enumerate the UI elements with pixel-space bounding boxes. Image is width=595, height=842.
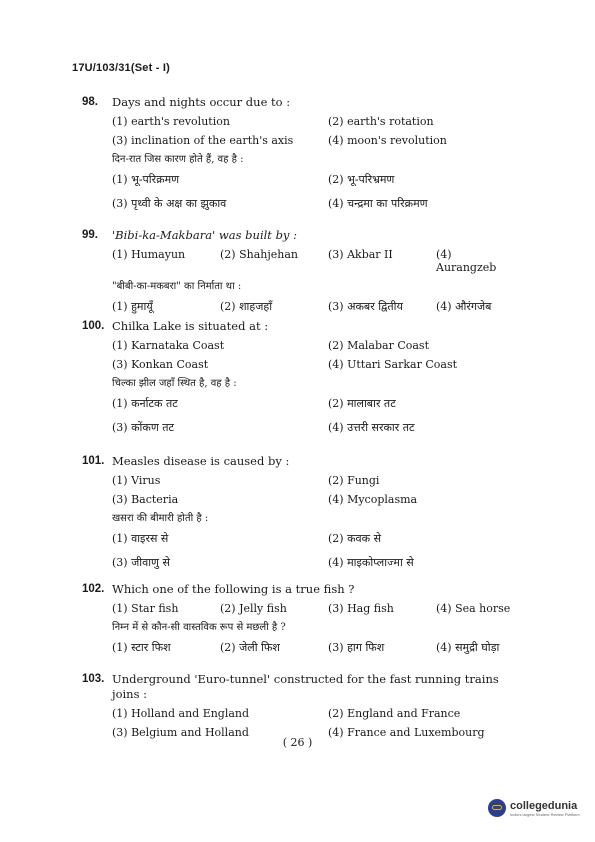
- option-2: (2) Shahjehan: [220, 248, 298, 261]
- options: [112, 248, 512, 274]
- options-hindi: [112, 532, 512, 569]
- option-3: (3) Konkan Coast: [112, 358, 209, 371]
- option-1-hindi: (1) कर्नाटक तट: [112, 397, 178, 410]
- options-hindi: [112, 300, 512, 313]
- option-2-hindi: (2) कवक से: [328, 532, 382, 545]
- question-text: Underground 'Euro-tunnel' constructed for the fast running trains joins :: [112, 672, 499, 701]
- option-1: (1) Holland and England: [112, 707, 250, 720]
- option-1: (1) Virus: [112, 474, 161, 487]
- question-102: [82, 582, 512, 654]
- question-text: Measles disease is caused by :: [112, 454, 290, 468]
- option-2-hindi: (2) मालाबार तट: [328, 397, 396, 410]
- question-98: [82, 95, 512, 210]
- option-3: (3) Bacteria: [112, 493, 179, 506]
- option-2: (2) England and France: [328, 707, 461, 720]
- options-hindi: [112, 173, 512, 210]
- page-number: ( 26 ): [282, 736, 313, 749]
- option-1: (1) Star fish: [112, 602, 179, 615]
- question-100: [82, 319, 512, 434]
- options: [112, 707, 512, 739]
- option-1: (1) Karnataka Coast: [112, 339, 225, 352]
- question-number: 103.: [82, 673, 105, 685]
- option-1-hindi: (1) वाइरस से: [112, 532, 169, 545]
- option-1-hindi: (1) हुमायूँ: [112, 300, 153, 313]
- option-2: (2) earth's rotation: [328, 115, 434, 128]
- question-number: 101.: [82, 455, 105, 467]
- option-3: (3) Hag fish: [328, 602, 394, 615]
- options: [112, 339, 512, 371]
- option-4-hindi: (4) चन्द्रमा का परिक्रमण: [328, 197, 428, 210]
- option-4: (4) Uttari Sarkar Coast: [328, 358, 458, 371]
- options-hindi: [112, 641, 512, 654]
- option-3-hindi: (3) हाग फिश: [328, 641, 385, 654]
- question-101: [82, 454, 512, 569]
- question-text-hindi: दिन-रात जिस कारण होते हैं, वह है :: [112, 154, 244, 165]
- watermark-tagline: India's largest Student Review Platform: [510, 811, 580, 817]
- option-2: (2) Jelly fish: [220, 602, 287, 615]
- option-3: (3) inclination of the earth's axis: [112, 134, 294, 147]
- option-3-hindi: (3) कोंकण तट: [112, 421, 175, 434]
- question-text-hindi: "बीबी-का-मकबरा" का निर्माता था :: [112, 281, 242, 292]
- paper-code: 17U/103/31(Set - I): [72, 62, 170, 74]
- question-number: 102.: [82, 583, 105, 595]
- question-text-hindi: निम्न में से कौन-सी वास्तविक रूप से मछली है ?: [112, 622, 286, 633]
- option-4: (4) Aurangzeb: [436, 248, 497, 274]
- option-4-hindi: (4) समुद्री घोड़ा: [436, 641, 500, 654]
- question-99: [82, 228, 512, 313]
- option-1: (1) earth's revolution: [112, 115, 230, 128]
- option-4: (4) Sea horse: [436, 602, 511, 615]
- mascot-icon: [488, 799, 506, 817]
- question-text-hindi: खसरा की बीमारी होती है :: [112, 513, 209, 524]
- option-2: (2) Fungi: [328, 474, 380, 487]
- collegedunia-watermark: [488, 799, 580, 817]
- question-text: Chilka Lake is situated at :: [112, 319, 269, 333]
- question-103: [82, 672, 512, 739]
- option-3-hindi: (3) जीवाणु से: [112, 556, 170, 569]
- option-4: (4) France and Luxembourg: [328, 726, 485, 739]
- question-text: Days and nights occur due to :: [112, 95, 291, 109]
- option-2-hindi: (2) जेली फिश: [220, 641, 280, 654]
- options-hindi: [112, 397, 512, 434]
- option-3: (3) Akbar II: [328, 248, 393, 261]
- option-4: (4) moon's revolution: [328, 134, 447, 147]
- option-3-hindi: (3) अकबर द्वितीय: [328, 300, 403, 313]
- options: [112, 115, 512, 147]
- option-1-hindi: (1) भू-परिक्रमण: [112, 173, 180, 186]
- option-3-hindi: (3) पृथ्वी के अक्ष का झुकाव: [112, 197, 227, 210]
- option-3: (3) Belgium and Holland: [112, 726, 249, 739]
- option-2: (2) Malabar Coast: [328, 339, 429, 352]
- question-text: Which one of the following is a true fish ?: [112, 582, 355, 596]
- watermark-name: collegedunia: [510, 799, 578, 812]
- options: [112, 474, 512, 506]
- option-4-hindi: (4) औरंगजेब: [436, 300, 492, 313]
- question-number: 100.: [82, 320, 105, 332]
- question-text-hindi: चिल्का झील जहाँ स्थित है, वह है :: [112, 378, 237, 389]
- option-4: (4) Mycoplasma: [328, 493, 418, 506]
- option-4-hindi: (4) माइकोप्लाज्मा से: [328, 556, 414, 569]
- option-4-hindi: (4) उत्तरी सरकार तट: [328, 421, 415, 434]
- question-number: 99.: [82, 229, 98, 241]
- option-2-hindi: (2) शाहजहाँ: [220, 300, 273, 313]
- option-1-hindi: (1) स्टार फिश: [112, 641, 171, 654]
- option-2-hindi: (2) भू-परिभ्रमण: [328, 173, 395, 186]
- option-1: (1) Humayun: [112, 248, 186, 261]
- question-text: 'Bibi-ka-Makbara' was built by :: [112, 228, 297, 242]
- question-number: 98.: [82, 96, 98, 108]
- options: [112, 602, 512, 615]
